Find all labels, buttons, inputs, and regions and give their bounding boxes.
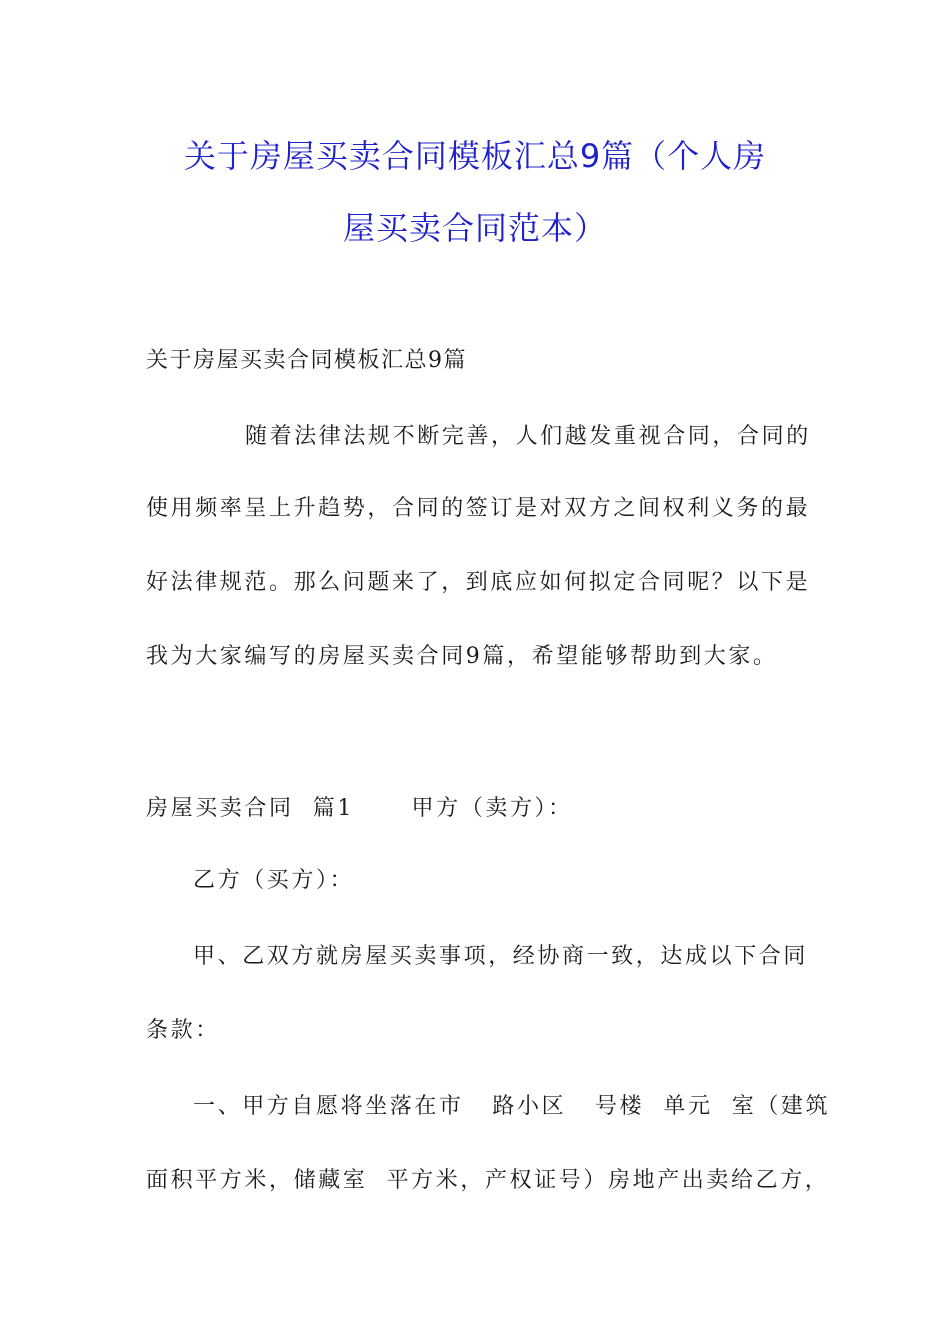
document-title-line-2: 屋买卖合同范本） (342, 209, 607, 247)
agreement-line-2: 条款： (146, 1018, 220, 1043)
intro-line-1: 随着法律法规不断完善，人们越发重视合同，合同的 (245, 424, 811, 449)
document-title-line-1: 关于房屋买卖合同模板汇总9篇（个人房 (183, 137, 767, 175)
party-b-line: 乙方（买方）： (193, 868, 355, 893)
intro-line-3: 好法律规范。那么问题来了，到底应如何拟定合同呢？以下是 (146, 570, 811, 595)
contract-heading: 房屋买卖合同 篇1 甲方（卖方）： (146, 796, 573, 821)
agreement-line-1: 甲、乙双方就房屋买卖事项，经协商一致，达成以下合同 (193, 944, 809, 969)
document-subtitle: 关于房屋买卖合同模板汇总9篇 (146, 348, 467, 373)
intro-line-4: 我为大家编写的房屋买卖合同9篇，希望能够帮助到大家。 (146, 644, 778, 669)
clause-1-line-2: 面积平方米，储藏室 平方米，产权证号）房地产出卖给乙方， (146, 1168, 830, 1193)
clause-1-line-1: 一、甲方自愿将坐落在市 路小区 号楼 单元 室（建筑 (193, 1094, 831, 1119)
intro-line-2: 使用频率呈上升趋势，合同的签订是对双方之间权利义务的最 (146, 496, 811, 521)
